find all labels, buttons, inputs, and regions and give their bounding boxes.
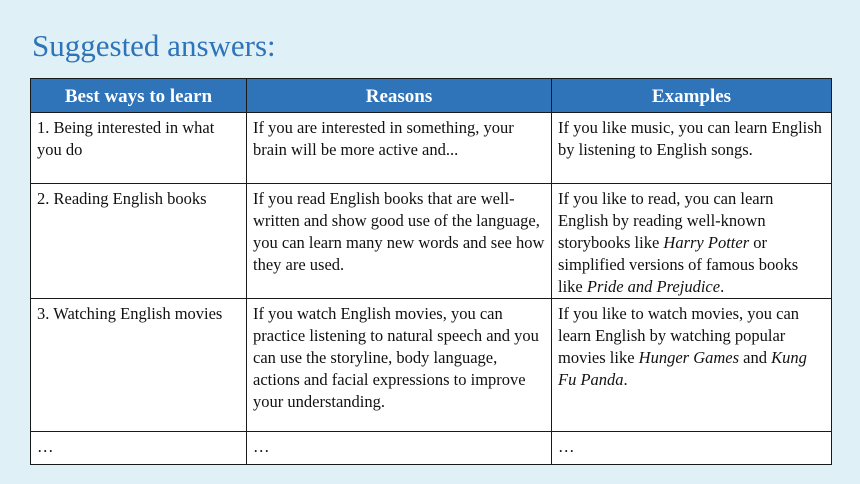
page-title: Suggested answers: xyxy=(32,28,276,63)
table-row xyxy=(31,432,832,465)
example-text: or simplified versions of famous books like xyxy=(558,233,799,296)
table-row xyxy=(31,113,832,184)
table-row xyxy=(31,299,832,432)
example-text: If you like to watch movies, you can learn English by watching popular movies like xyxy=(558,304,800,367)
movie-title: Hunger Games xyxy=(638,348,740,367)
table-header-row xyxy=(31,79,832,113)
ellipsis-cell: … xyxy=(247,432,552,465)
answers-table xyxy=(30,78,832,465)
header-best-ways: Best ways to learn xyxy=(31,79,247,113)
example-text: If you like to read, you can learn English by reading well-known storybooks like xyxy=(558,189,774,252)
reason-cell: If you watch English movies, you can practice listening to natural speech and you can use the storyline, body language, actions and facial expressions to improve your understanding. xyxy=(247,299,552,432)
header-reasons: Reasons xyxy=(247,79,552,113)
reason-cell: If you read English books that are well-written and show good use of the language, you can learn many new words and see how they are used. xyxy=(247,184,552,299)
example-cell xyxy=(552,184,832,299)
way-cell: 2. Reading English books xyxy=(31,184,247,299)
table-row xyxy=(31,184,832,299)
way-cell: 3. Watching English movies xyxy=(31,299,247,432)
example-cell: If you like music, you can learn English by listening to English songs. xyxy=(552,113,832,184)
example-text: and xyxy=(739,348,772,367)
example-text: . xyxy=(720,277,725,296)
book-title: Pride and Prejudice xyxy=(586,277,721,296)
movie-title: Kung Fu Panda xyxy=(558,348,807,389)
header-examples: Examples xyxy=(552,79,832,113)
way-cell: 1. Being interested in what you do xyxy=(31,113,247,184)
example-text: . xyxy=(623,370,628,389)
example-cell xyxy=(552,299,832,432)
reason-cell: If you are interested in something, your brain will be more active and... xyxy=(247,113,552,184)
book-title: Harry Potter xyxy=(663,233,750,252)
ellipsis-cell: … xyxy=(31,432,247,465)
ellipsis-cell: … xyxy=(552,432,832,465)
